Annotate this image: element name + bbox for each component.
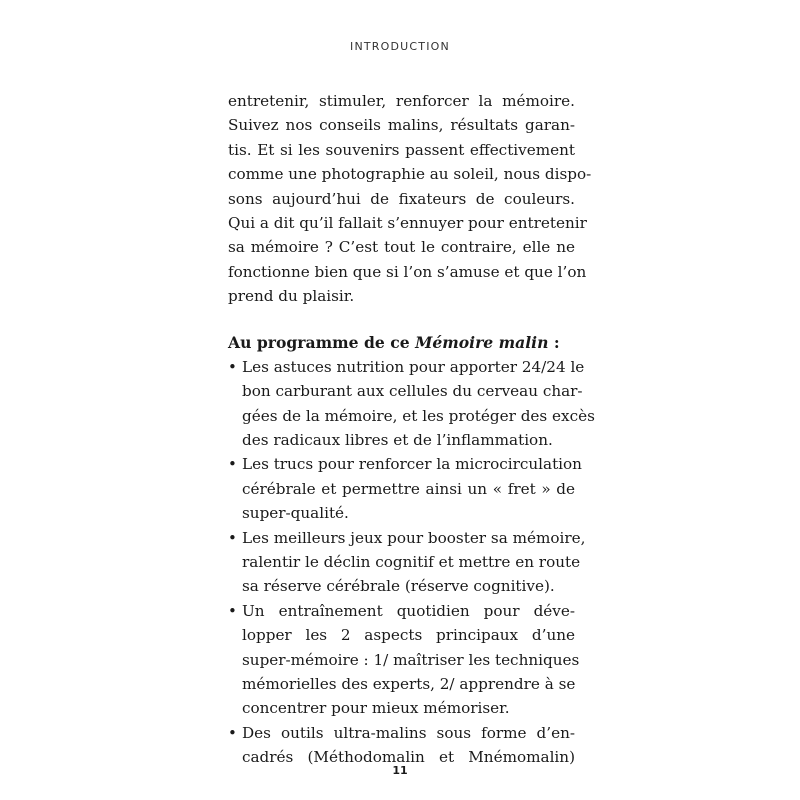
bullet-icon: •: [228, 528, 237, 547]
text-line: mémorielles des experts, 2/ apprendre à se: [242, 674, 576, 693]
text-line: Les astuces nutrition pour apporter 24/24 le: [242, 357, 585, 376]
text-line: sa réserve cérébrale (réserve cognitive).: [242, 577, 555, 596]
text-line: Qui a dit qu’il fallait s’ennuyer pour entretenir: [228, 213, 587, 232]
text-line: des radicaux libres et de l’inflammation.: [242, 431, 553, 450]
text-line: super-mémoire : 1/ maîtriser les techniques: [242, 650, 580, 669]
programme-list: [228, 355, 595, 770]
bullet-icon: •: [228, 455, 237, 474]
text-line: bon carburant aux cellules du cerveau char-: [242, 382, 583, 401]
list-item: [228, 721, 575, 770]
text-line: fonctionne bien que si l’on s’amuse et que l’on: [228, 262, 587, 281]
section-heading: [228, 331, 575, 355]
text-line: sons aujourd’hui de fixateurs de couleurs.: [228, 189, 575, 208]
text-line: ralentir le déclin cognitif et mettre en route: [242, 553, 581, 572]
list-item: [228, 452, 582, 525]
text-line: gées de la mémoire, et les protéger des excès: [242, 406, 595, 425]
text-line: cérébrale et permettre ainsi un « fret » de: [242, 479, 575, 498]
text-line: Des outils ultra-malins sous forme d’en-: [242, 723, 575, 742]
list-item: [228, 526, 586, 599]
text-line: super-qualité.: [242, 504, 349, 523]
page-body: [228, 89, 595, 770]
heading-prefix: Au programme de ce: [228, 332, 416, 352]
text-line: Les trucs pour renforcer la microcirculation: [242, 455, 582, 474]
running-header: INTRODUCTION: [350, 40, 450, 53]
bullet-icon: •: [228, 357, 237, 376]
text-line: comme une photographie au soleil, nous dispo-: [228, 165, 592, 184]
heading-suffix: :: [548, 332, 560, 352]
text-line: tis. Et si les souvenirs passent effectivement: [228, 140, 575, 159]
text-line: Les meilleurs jeux pour booster sa mémoire,: [242, 528, 586, 547]
text-line: sa mémoire ? C’est tout le contraire, elle ne: [228, 238, 575, 257]
text-line: entretenir, stimuler, renforcer la mémoire.: [228, 92, 575, 110]
bullet-icon: •: [228, 601, 237, 620]
list-item: [228, 599, 580, 721]
paragraph-spacer: [228, 309, 575, 331]
book-title: Mémoire malin: [415, 332, 549, 352]
text-line: Suivez nos conseils malins, résultats garan-: [228, 116, 575, 135]
text-line: Un entraînement quotidien pour déve-: [242, 601, 575, 620]
text-line: lopper les 2 aspects principaux d’une: [242, 626, 575, 645]
text-line: prend du plaisir.: [228, 287, 355, 306]
text-line: cadrés (Méthodomalin et Mnémomalin): [242, 748, 575, 767]
list-item: [228, 355, 595, 453]
text-line: concentrer pour mieux mémoriser.: [242, 699, 510, 718]
intro-paragraph: [228, 89, 592, 309]
page-number: 11: [392, 764, 408, 777]
bullet-icon: •: [228, 723, 237, 742]
